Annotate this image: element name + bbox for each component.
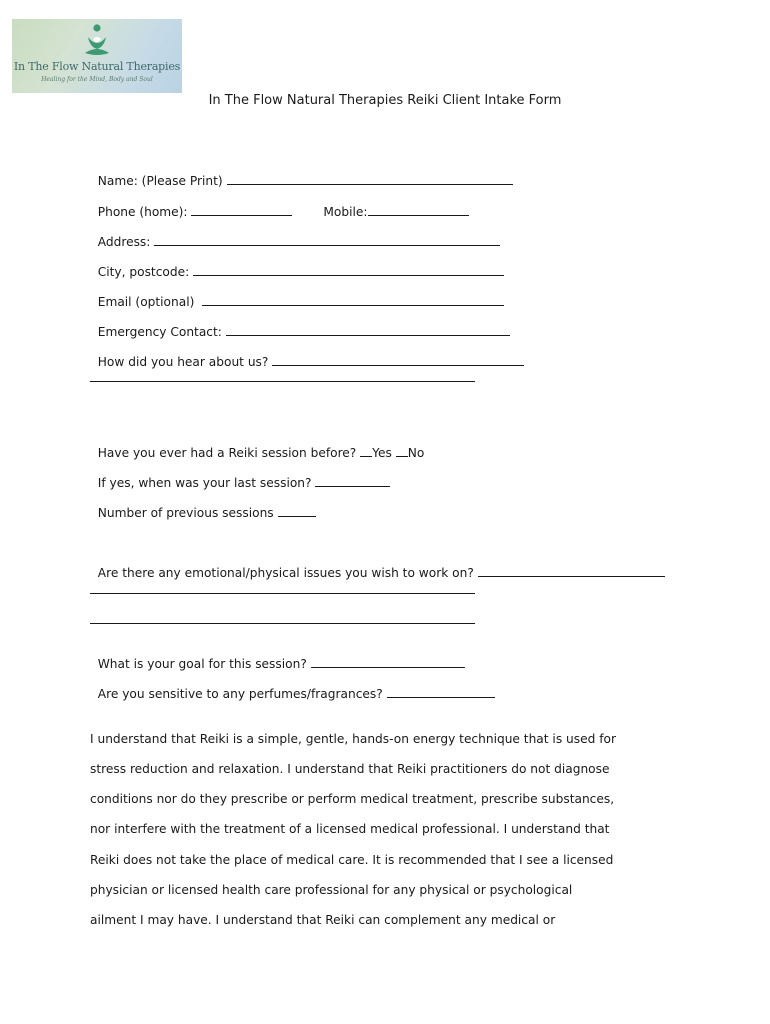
agreement-line: I understand that Reiki is a simple, gentle, hands-on energy technique that is used for bbox=[90, 732, 616, 746]
previous-sessions-row bbox=[90, 489, 316, 521]
city-postcode-field-row bbox=[90, 248, 504, 280]
agreement-line: physician or licensed health care professional for any physical or psychological bbox=[90, 883, 573, 897]
hear-about-continuation-line[interactable] bbox=[90, 381, 475, 382]
agreement-line: nor interfere with the treatment of a licensed medical professional. I understand that bbox=[90, 822, 610, 836]
mobile-label: Mobile: bbox=[323, 205, 368, 219]
city-postcode-label: City, postcode: bbox=[97, 265, 194, 279]
city-postcode-input-line[interactable] bbox=[193, 265, 504, 276]
sensitive-row bbox=[90, 670, 495, 702]
address-label: Address: bbox=[97, 235, 155, 249]
last-session-input-line[interactable] bbox=[315, 476, 390, 487]
logo-business-name: In The Flow Natural Therapies bbox=[13, 60, 181, 73]
emergency-contact-input-line[interactable] bbox=[226, 325, 510, 336]
previous-sessions-input-line[interactable] bbox=[278, 506, 316, 517]
goal-input-line[interactable] bbox=[311, 657, 465, 668]
emergency-contact-label: Emergency Contact: bbox=[97, 325, 226, 339]
form-title: In The Flow Natural Therapies Reiki Client Intake Form bbox=[208, 93, 562, 108]
phone-field-row bbox=[90, 188, 469, 220]
address-input-line[interactable] bbox=[154, 235, 500, 246]
agreement-line: stress reduction and relaxation. I understand that Reiki practitioners do not diagnose bbox=[90, 762, 610, 776]
email-label: Email (optional) bbox=[97, 295, 203, 309]
business-logo bbox=[12, 19, 182, 93]
name-label: Name: (Please Print) bbox=[97, 174, 227, 188]
mobile-input-line[interactable] bbox=[368, 205, 469, 216]
no-checkbox-line[interactable] bbox=[396, 446, 408, 457]
phone-home-input-line[interactable] bbox=[191, 205, 292, 216]
name-input-line[interactable] bbox=[227, 174, 513, 185]
phone-home-label: Phone (home): bbox=[97, 205, 192, 219]
issues-row bbox=[90, 549, 665, 581]
yes-option-label: Yes bbox=[372, 446, 396, 460]
emergency-contact-field-row bbox=[90, 308, 510, 340]
hear-about-input-line[interactable] bbox=[272, 355, 524, 366]
previous-sessions-label: Number of previous sessions bbox=[97, 506, 278, 520]
hear-about-field-row bbox=[90, 338, 524, 370]
last-session-row bbox=[90, 459, 390, 491]
last-session-label: If yes, when was your last session? bbox=[97, 476, 316, 490]
agreement-line: ailment I may have. I understand that Reiki can complement any medical or bbox=[90, 913, 556, 927]
agreement-line: conditions nor do they prescribe or perform medical treatment, prescribe substances, bbox=[90, 792, 615, 806]
hear-about-label: How did you hear about us? bbox=[97, 355, 273, 369]
sensitive-label: Are you sensitive to any perfumes/fragrances? bbox=[97, 687, 387, 701]
sensitive-input-line[interactable] bbox=[387, 687, 495, 698]
issues-input-line[interactable] bbox=[478, 566, 665, 577]
goal-row bbox=[90, 640, 465, 672]
email-field-row bbox=[90, 278, 504, 310]
issues-label: Are there any emotional/physical issues you wish to work on? bbox=[97, 566, 478, 580]
issues-continuation-line-2[interactable] bbox=[90, 623, 475, 624]
no-option-label: No bbox=[407, 446, 425, 460]
agreement-line: Reiki does not take the place of medical care. It is recommended that I see a licensed bbox=[90, 853, 614, 867]
meditation-figure-icon bbox=[82, 23, 112, 59]
had-session-row bbox=[90, 429, 424, 461]
yes-checkbox-line[interactable] bbox=[360, 446, 372, 457]
had-session-label: Have you ever had a Reiki session before? bbox=[97, 446, 361, 460]
goal-label: What is your goal for this session? bbox=[97, 657, 311, 671]
email-input-line[interactable] bbox=[202, 295, 504, 306]
logo-tagline: Healing for the Mind, Body and Soul bbox=[41, 76, 153, 83]
issues-continuation-line-1[interactable] bbox=[90, 593, 475, 594]
name-field-row bbox=[90, 157, 513, 189]
address-field-row bbox=[90, 218, 500, 250]
